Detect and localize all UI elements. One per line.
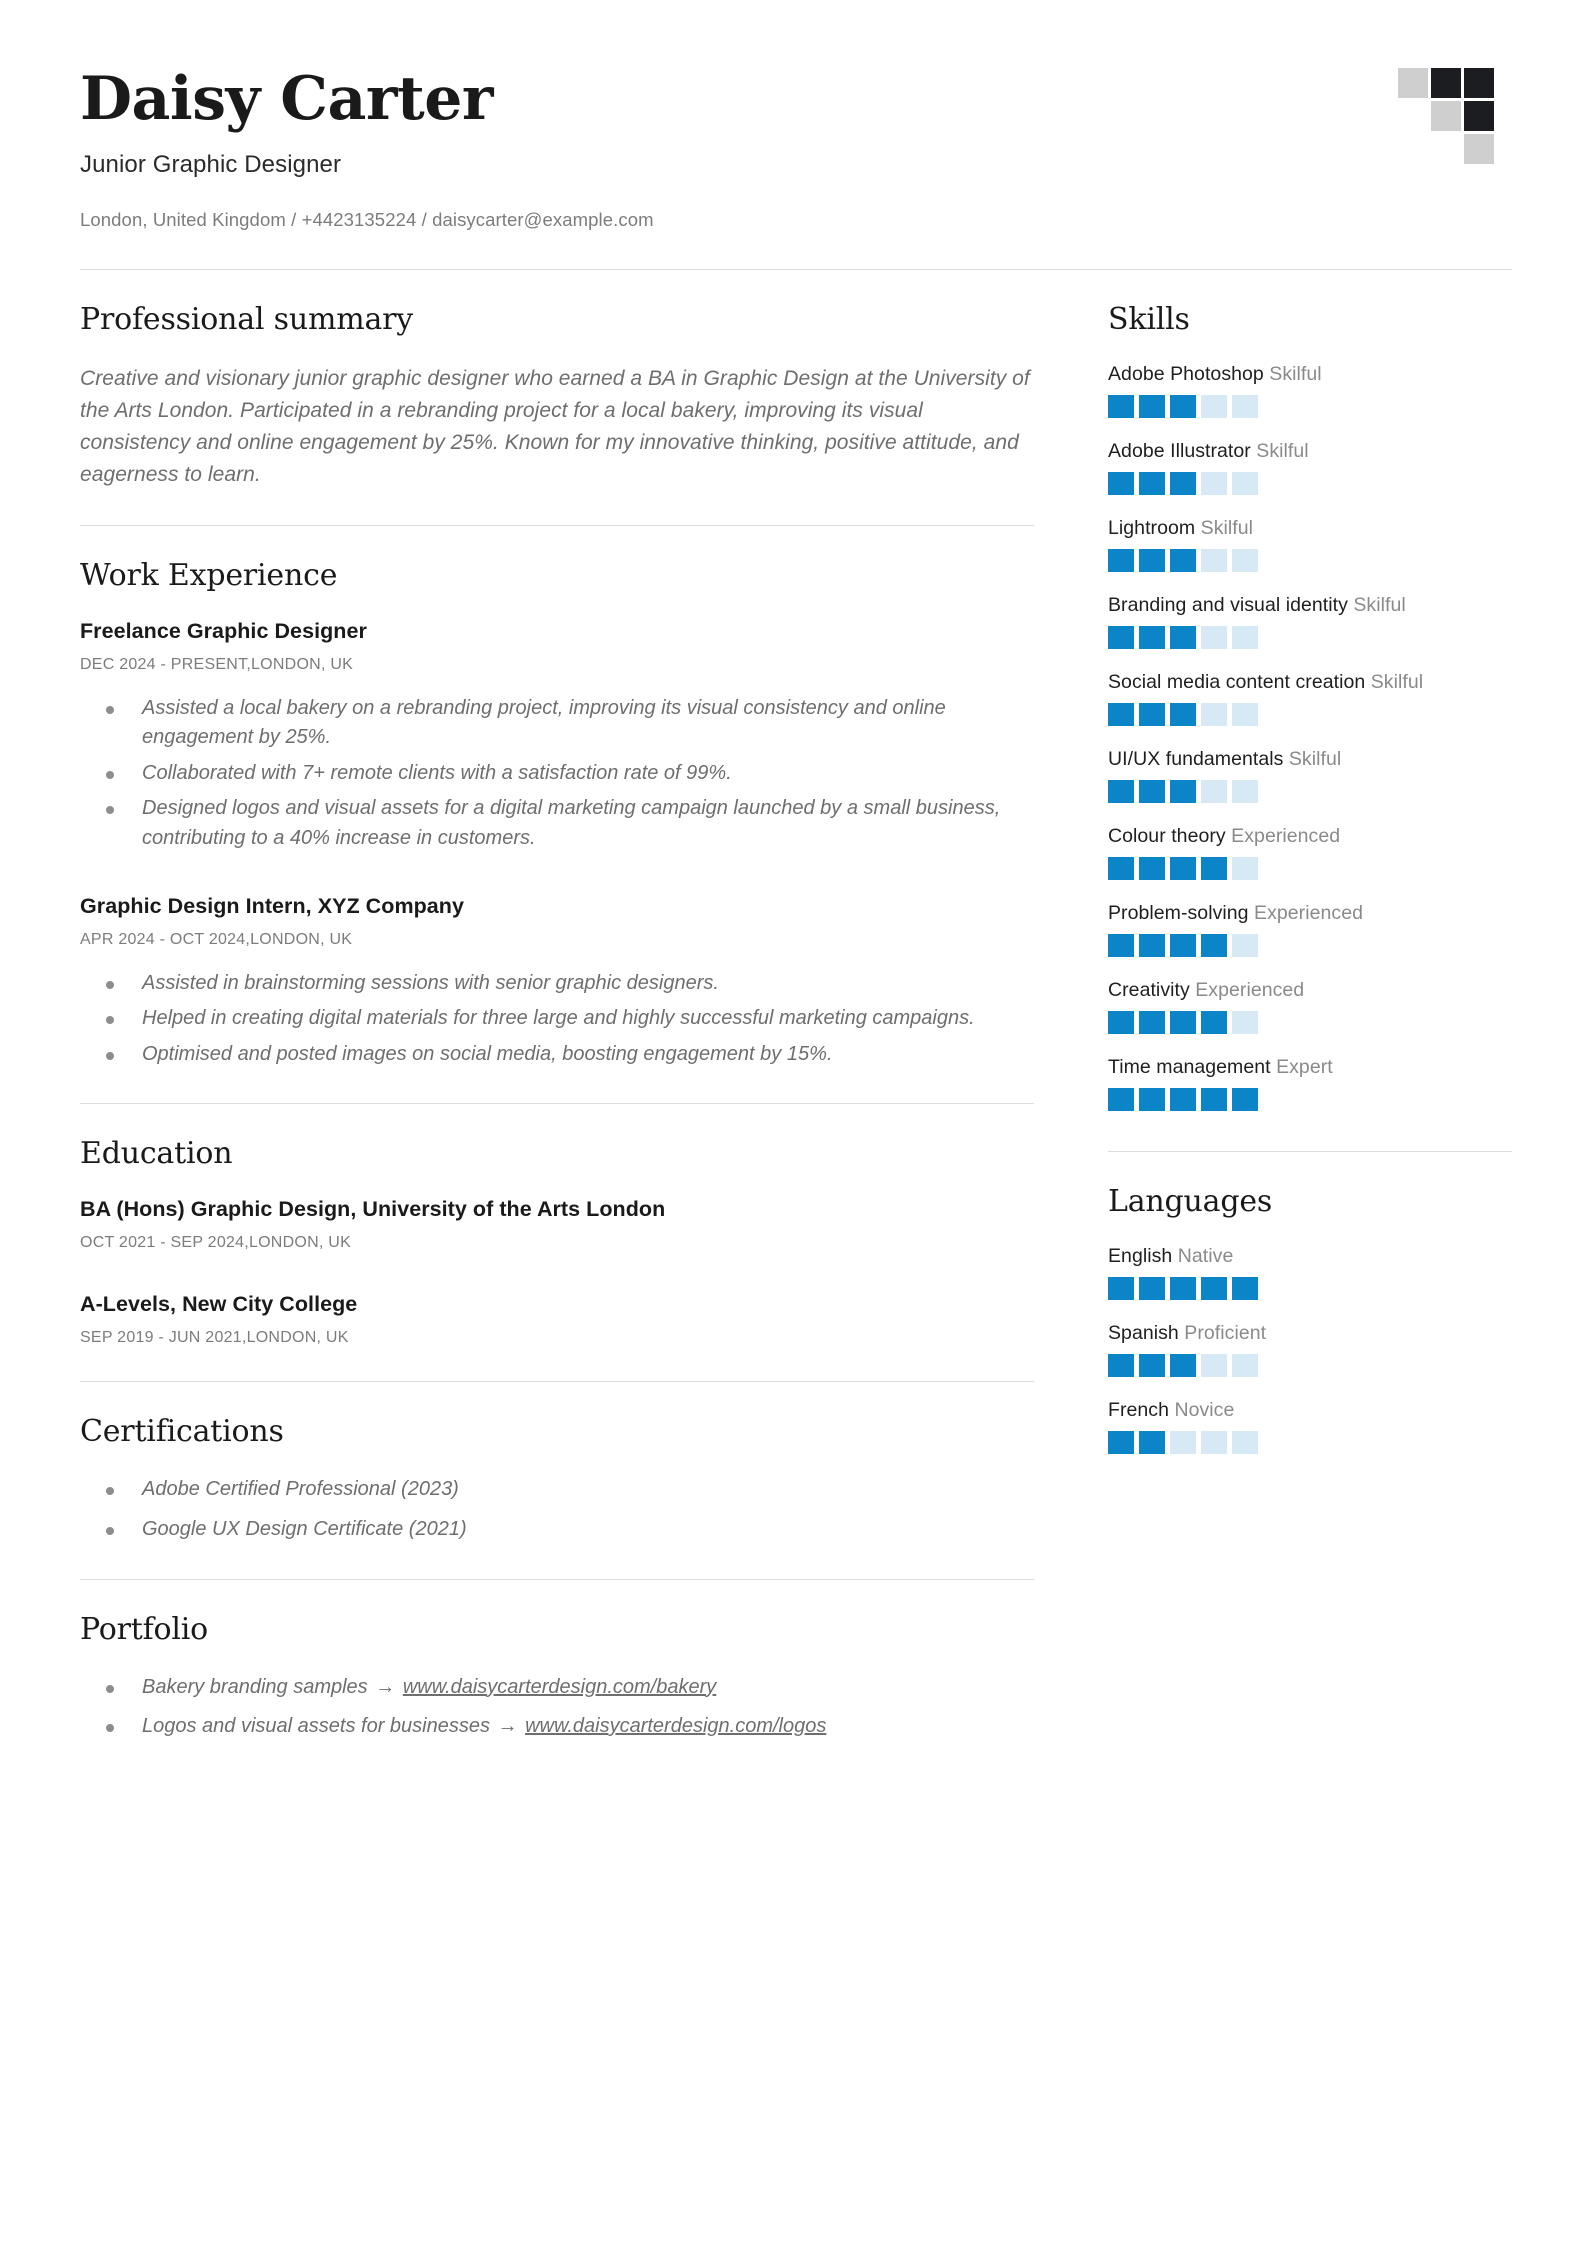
rating-box — [1170, 703, 1196, 726]
rating-box — [1139, 549, 1165, 572]
section-title-summary: Professional summary — [80, 302, 414, 337]
portfolio-list — [80, 1673, 1034, 1742]
rating-box — [1139, 1277, 1165, 1300]
certification-item: Google UX Design Certificate (2021) — [80, 1515, 1034, 1545]
skill-item-rating-boxes — [1108, 703, 1512, 726]
contact-line: London, United Kingdom / +4423135224 / daisycarter@example.com — [80, 209, 654, 230]
skill-item — [1108, 825, 1512, 880]
rating-box — [1139, 780, 1165, 803]
skill-item-label — [1108, 517, 1512, 540]
education-entry — [80, 1197, 1034, 1252]
logo-square-dark-2 — [1464, 68, 1494, 98]
skill-item-rating-boxes — [1108, 472, 1512, 495]
rating-box — [1108, 857, 1134, 880]
resume-header — [80, 62, 1512, 231]
skill-item-name: Problem-solving — [1108, 902, 1249, 924]
skill-item-level: Skilful — [1195, 517, 1254, 539]
section-certifications — [80, 1382, 1034, 1544]
rating-box — [1232, 1011, 1258, 1034]
skill-item-name: Colour theory — [1108, 825, 1226, 847]
section-title-education: Education — [80, 1136, 233, 1172]
rating-box — [1232, 1277, 1258, 1300]
section-education — [80, 1104, 1034, 1347]
rating-box — [1201, 472, 1227, 495]
skill-item-level: Skilful — [1283, 748, 1342, 770]
education-entry-degree: A-Levels, New City College — [80, 1292, 358, 1317]
rating-box — [1139, 934, 1165, 957]
skill-item-rating-boxes — [1108, 1088, 1512, 1111]
languages-list — [1108, 1245, 1512, 1454]
skill-item-label — [1108, 671, 1512, 694]
section-work-experience — [80, 526, 1034, 1070]
section-title-work-experience: Work Experience — [80, 557, 338, 593]
rating-box — [1201, 703, 1227, 726]
rating-box — [1232, 1354, 1258, 1377]
rating-box — [1170, 857, 1196, 880]
education-entry — [80, 1292, 1034, 1347]
language-item-label — [1108, 1245, 1512, 1268]
rating-box — [1108, 472, 1134, 495]
skill-item-name: Lightroom — [1108, 517, 1196, 539]
language-item-label — [1108, 1322, 1512, 1345]
skill-item-level: Skilful — [1347, 594, 1406, 616]
language-item-name: Spanish — [1108, 1322, 1179, 1344]
rating-box — [1139, 1011, 1165, 1034]
portfolio-item — [80, 1673, 1034, 1703]
skill-item-level: Skilful — [1250, 440, 1309, 462]
work-bullet: Assisted in brainstorming sessions with senior graphic designers. — [80, 969, 1034, 999]
skill-item — [1108, 594, 1512, 649]
rating-box — [1201, 857, 1227, 880]
rating-box — [1170, 1088, 1196, 1111]
portfolio-item-label: Bakery branding samples — [142, 1675, 368, 1698]
work-entry — [80, 619, 1034, 854]
rating-box — [1108, 549, 1134, 572]
rating-box — [1232, 395, 1258, 418]
portfolio-item-label: Logos and visual assets for businesses — [142, 1715, 490, 1738]
logo-square-light-2 — [1431, 101, 1461, 131]
rating-box — [1201, 1431, 1227, 1454]
certifications-list — [80, 1475, 1034, 1544]
work-entry-role: Graphic Design Intern, XYZ Company — [80, 893, 464, 918]
certification-item: Adobe Certified Professional (2023) — [80, 1475, 1034, 1505]
rating-box — [1108, 1277, 1134, 1300]
language-item-rating-boxes — [1108, 1431, 1512, 1454]
skill-item-label — [1108, 748, 1512, 771]
work-entry-role: Freelance Graphic Designer — [80, 618, 367, 643]
rating-box — [1201, 934, 1227, 957]
rating-box — [1108, 626, 1134, 649]
rating-box — [1108, 703, 1134, 726]
rating-box — [1139, 1431, 1165, 1454]
rating-box — [1170, 395, 1196, 418]
skill-item-name: Adobe Photoshop — [1108, 363, 1264, 385]
language-item-label — [1108, 1399, 1512, 1422]
rating-box — [1170, 1011, 1196, 1034]
skill-item — [1108, 902, 1512, 957]
language-item — [1108, 1399, 1512, 1454]
rating-box — [1232, 626, 1258, 649]
skill-item-label — [1108, 363, 1512, 386]
rating-box — [1232, 934, 1258, 957]
rating-box — [1170, 1354, 1196, 1377]
rating-box — [1108, 395, 1134, 418]
rating-box — [1201, 1354, 1227, 1377]
work-bullet: Designed logos and visual assets for a digital marketing campaign launched by a small business, contributing to a 40% increase in customers. — [80, 794, 1034, 853]
skill-item-label — [1108, 594, 1512, 617]
language-item-name: English — [1108, 1245, 1173, 1267]
skill-item — [1108, 517, 1512, 572]
work-entry-meta: DEC 2024 - PRESENT,LONDON, UK — [80, 655, 354, 673]
grid-logo-icon — [1398, 68, 1494, 164]
skill-item — [1108, 748, 1512, 803]
work-bullet: Optimised and posted images on social media, boosting engagement by 15%. — [80, 1040, 1034, 1070]
rating-box — [1108, 934, 1134, 957]
header-identity — [80, 62, 654, 231]
skill-item — [1108, 979, 1512, 1034]
skill-item-level: Skilful — [1365, 671, 1424, 693]
skill-item-label — [1108, 979, 1512, 1002]
skill-item-rating-boxes — [1108, 549, 1512, 572]
rating-box — [1139, 472, 1165, 495]
skill-item-rating-boxes — [1108, 626, 1512, 649]
rating-box — [1232, 857, 1258, 880]
rating-box — [1139, 395, 1165, 418]
rating-box — [1201, 395, 1227, 418]
candidate-job-title: Junior Graphic Designer — [80, 151, 342, 178]
rating-box — [1170, 1277, 1196, 1300]
rating-box — [1232, 549, 1258, 572]
language-item — [1108, 1245, 1512, 1300]
skill-item-name: Time management — [1108, 1056, 1271, 1078]
rating-box — [1170, 934, 1196, 957]
education-entry-meta: SEP 2019 - JUN 2021,LONDON, UK — [80, 1329, 349, 1347]
skill-item-name: Adobe Illustrator — [1108, 440, 1251, 462]
logo-square-dark-3 — [1464, 101, 1494, 131]
portfolio-item-link[interactable]: www.daisycarterdesign.com/bakery — [402, 1675, 717, 1698]
resume-body — [80, 270, 1512, 1752]
rating-box — [1170, 1431, 1196, 1454]
skill-item-name: Creativity — [1108, 979, 1190, 1001]
skill-item-level: Experienced — [1225, 825, 1341, 847]
skill-item-label — [1108, 902, 1512, 925]
skill-item-rating-boxes — [1108, 780, 1512, 803]
rating-box — [1232, 780, 1258, 803]
language-item — [1108, 1322, 1512, 1377]
main-column — [80, 270, 1080, 1752]
section-portfolio — [80, 1580, 1034, 1742]
skill-item — [1108, 363, 1512, 418]
rating-box — [1170, 626, 1196, 649]
section-title-skills: Skills — [1108, 302, 1190, 337]
work-entry-meta: APR 2024 - OCT 2024,LONDON, UK — [80, 930, 353, 948]
language-item-rating-boxes — [1108, 1277, 1512, 1300]
work-bullet: Helped in creating digital materials for three large and highly successful marketing campaigns. — [80, 1004, 1034, 1034]
skill-item-name: Branding and visual identity — [1108, 594, 1348, 616]
skill-item-rating-boxes — [1108, 395, 1512, 418]
education-entry-meta: OCT 2021 - SEP 2024,LONDON, UK — [80, 1234, 352, 1252]
work-entry-bullets — [80, 694, 1034, 854]
skill-item-name: UI/UX fundamentals — [1108, 748, 1284, 770]
rating-box — [1232, 472, 1258, 495]
skill-item-name: Social media content creation — [1108, 671, 1366, 693]
skill-item-label — [1108, 1056, 1512, 1079]
section-skills — [1108, 270, 1512, 1111]
portfolio-item — [80, 1712, 1034, 1742]
skill-item-rating-boxes — [1108, 1011, 1512, 1034]
language-item-rating-boxes — [1108, 1354, 1512, 1377]
rating-box — [1201, 549, 1227, 572]
rating-box — [1170, 472, 1196, 495]
rating-box — [1139, 857, 1165, 880]
skill-item-label — [1108, 440, 1512, 463]
skill-item-level: Experienced — [1189, 979, 1305, 1001]
section-title-languages: Languages — [1108, 1184, 1273, 1219]
language-item-level: Novice — [1169, 1399, 1235, 1421]
rating-box — [1201, 780, 1227, 803]
skill-item-rating-boxes — [1108, 934, 1512, 957]
rating-box — [1170, 549, 1196, 572]
skill-item — [1108, 671, 1512, 726]
work-bullet: Assisted a local bakery on a rebranding project, improving its visual consistency and online engagement by 25%. — [80, 694, 1034, 753]
rating-box — [1232, 1088, 1258, 1111]
skill-item — [1108, 1056, 1512, 1111]
arrow-right-icon: → — [497, 1715, 518, 1738]
skill-item-level: Skilful — [1263, 363, 1322, 385]
portfolio-item-link[interactable]: www.daisycarterdesign.com/logos — [525, 1715, 827, 1738]
rating-box — [1201, 1277, 1227, 1300]
skill-item-level: Experienced — [1248, 902, 1363, 924]
rating-box — [1108, 780, 1134, 803]
section-title-portfolio: Portfolio — [80, 1611, 209, 1647]
skill-item — [1108, 440, 1512, 495]
candidate-name: Daisy Carter — [80, 64, 493, 134]
logo-square-light-3 — [1464, 134, 1494, 164]
language-item-level: Proficient — [1178, 1322, 1267, 1344]
rating-box — [1201, 626, 1227, 649]
rating-box — [1139, 1088, 1165, 1111]
side-column — [1080, 270, 1512, 1752]
work-entry — [80, 894, 1034, 1070]
rating-box — [1232, 703, 1258, 726]
skill-item-label — [1108, 825, 1512, 848]
rating-box — [1201, 1088, 1227, 1111]
arrow-right-icon: → — [375, 1675, 396, 1698]
rating-box — [1139, 1354, 1165, 1377]
logo-square-light-1 — [1398, 68, 1428, 98]
education-entry-degree: BA (Hons) Graphic Design, University of the Arts London — [80, 1197, 666, 1222]
skill-item-rating-boxes — [1108, 857, 1512, 880]
rating-box — [1139, 703, 1165, 726]
rating-box — [1139, 626, 1165, 649]
rating-box — [1108, 1088, 1134, 1111]
section-title-certifications: Certifications — [80, 1414, 284, 1450]
skills-list — [1108, 363, 1512, 1111]
rating-box — [1108, 1354, 1134, 1377]
logo-square-dark-1 — [1431, 68, 1461, 98]
skill-item-level: Expert — [1270, 1056, 1333, 1078]
language-item-level: Native — [1172, 1245, 1234, 1267]
language-item-name: French — [1108, 1399, 1169, 1421]
section-professional-summary — [80, 270, 1034, 491]
rating-box — [1232, 1431, 1258, 1454]
rating-box — [1201, 1011, 1227, 1034]
rating-box — [1170, 780, 1196, 803]
section-languages — [1108, 1152, 1512, 1454]
work-entry-bullets — [80, 969, 1034, 1070]
work-bullet: Collaborated with 7+ remote clients with a satisfaction rate of 99%. — [80, 759, 1034, 789]
rating-box — [1108, 1431, 1134, 1454]
summary-text: Creative and visionary junior graphic designer who earned a BA in Graphic Design at the University of the Arts London. Participated in a rebranding project for a local bakery, improving its visual consistency and online engagement by 25%. Known for my innovative thinking, positive attitude, and eagerness to learn. — [80, 367, 1030, 486]
rating-box — [1108, 1011, 1134, 1034]
